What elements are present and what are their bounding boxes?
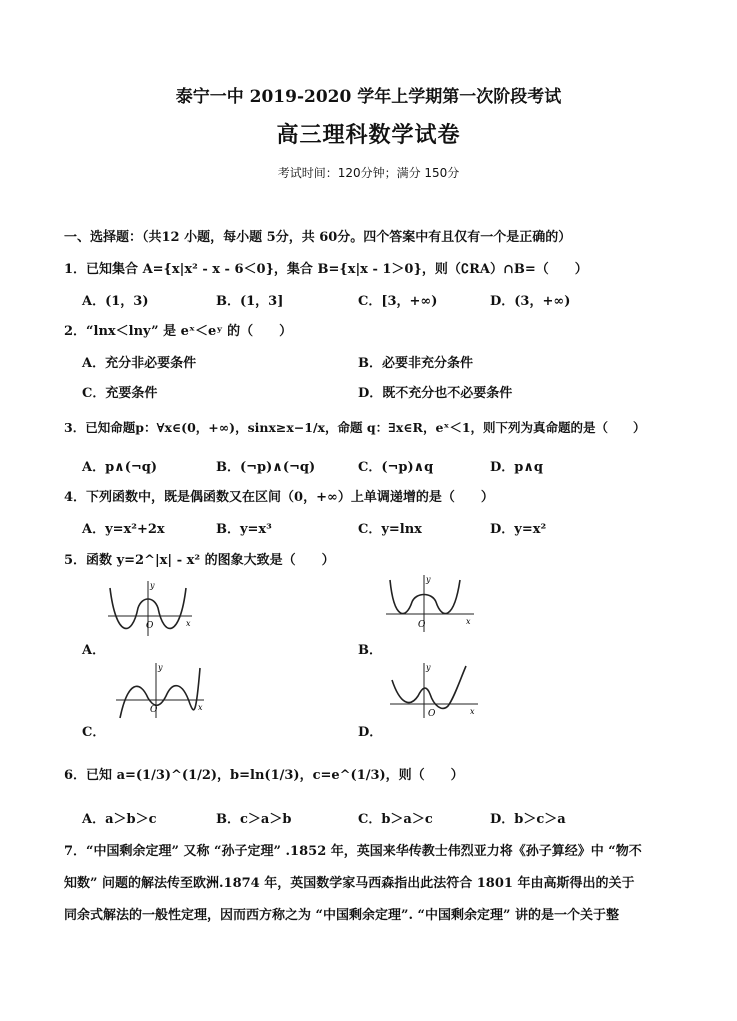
q5-graph-c <box>110 660 210 720</box>
question-7-line-2: 知数” 问题的解法传至欧洲.1874 年，英国数学家马西森指出此法符合 1801 年由高斯得出的关于 <box>64 876 635 891</box>
question-7-line-3: 同余式解法的一般性定理，因而西方称之为 “中国剩余定理”. “中国剩余定理” 讲的是一个关于整 <box>64 908 620 923</box>
q5-option-d: D． <box>358 725 383 740</box>
q4-option-a: A．y=x²+2x <box>82 522 165 537</box>
q5-graph-d-y-label: y <box>426 663 431 672</box>
q5-graph-a-x-label: x <box>186 619 191 628</box>
q5-option-a: A． <box>82 643 106 658</box>
q4-option-b: B．y=x³ <box>216 522 272 537</box>
q1-option-c: C．[3，+∞) <box>358 294 438 309</box>
q4-option-c: C．y=lnx <box>358 522 422 537</box>
q2-option-b: B．必要非充分条件 <box>358 356 473 371</box>
q1-option-a: A．(1，3) <box>82 294 149 309</box>
q5-option-c: C． <box>82 725 106 740</box>
q5-graph-b-origin: O <box>418 620 426 630</box>
q6-option-b: B．c＞a＞b <box>216 812 292 827</box>
question-4-stem: 4．下列函数中，既是偶函数又在区间（0，+∞）上单调递增的是（ ） <box>64 490 494 505</box>
q6-option-c: C．b＞a＞c <box>358 812 433 827</box>
q5-graph-c-x-label: x <box>198 703 203 712</box>
q3-option-a: A．p∧(¬q) <box>82 460 158 475</box>
q5-graph-a-y-label: y <box>150 581 155 590</box>
q5-graph-d-origin: O <box>428 709 436 719</box>
section-title: 一、选择题：（共12 小题，每小题 5分，共 60分。四个答案中有且仅有一个是正确的） <box>64 230 572 245</box>
q6-option-a: A．a＞b＞c <box>82 812 157 827</box>
question-1-stem: 1．已知集合 A={x|x² - x - 6＜0}，集合 B={x|x - 1＞0}，则（∁RA）∩B=（ ） <box>64 262 588 277</box>
q5-graph-c-y-label: y <box>158 663 163 672</box>
q3-option-b: B．(¬p)∧(¬q) <box>216 460 316 475</box>
q4-option-d: D．y=x² <box>490 522 547 537</box>
q5-graph-d-x-label: x <box>470 707 475 716</box>
exam-info: 考试时间：120分钟；满分 150分 <box>277 166 460 180</box>
question-3-stem: 3．已知命题p：∀x∈(0，+∞)，sinx≥x−1/x，命题 q：∃x∈R，eˣ＜1，则下列为真命题的是（ ） <box>64 420 646 435</box>
q2-option-d: D．既不充分也不必要条件 <box>358 386 513 401</box>
q3-option-d: D．p∧q <box>490 460 544 475</box>
exam-title: 高三理科数学试卷 <box>276 122 461 148</box>
q5-graph-d <box>384 660 484 720</box>
q1-option-b: B．(1，3] <box>216 294 284 309</box>
q5-graph-c-origin: O <box>150 705 158 715</box>
question-7-line-1: 7．“中国剩余定理” 又称 “孙子定理” .1852 年，英国来华传教士伟烈亚力将《孙子算经》中 “物不 <box>64 844 642 859</box>
q5-graph-a-origin: O <box>146 621 154 631</box>
q5-graph-a <box>100 578 200 638</box>
q1-option-d: D．(3，+∞) <box>490 294 571 309</box>
q5-graph-b-x-label: x <box>466 617 471 626</box>
question-5-stem: 5．函数 y=2^|x| - x² 的图象大致是（ ） <box>64 553 335 568</box>
q5-graph-b-y-label: y <box>426 575 431 584</box>
q2-option-a: A．充分非必要条件 <box>82 356 197 371</box>
q2-option-c: C．充要条件 <box>82 386 158 401</box>
q3-option-c: C．(¬p)∧q <box>358 460 434 475</box>
q5-graph-b <box>380 572 480 634</box>
question-2-stem: 2．“lnx＜lny” 是 eˣ＜eʸ 的（ ） <box>64 324 293 339</box>
q5-option-b: B． <box>358 643 382 658</box>
q6-option-d: D．b＞c＞a <box>490 812 566 827</box>
question-6-stem: 6．已知 a=(1/3)^(1/2)，b=ln(1/3)，c=e^(1/3)，则（ ） <box>64 768 464 783</box>
school-title: 泰宁一中 2019-2020 学年上学期第一次阶段考试 <box>175 87 562 107</box>
